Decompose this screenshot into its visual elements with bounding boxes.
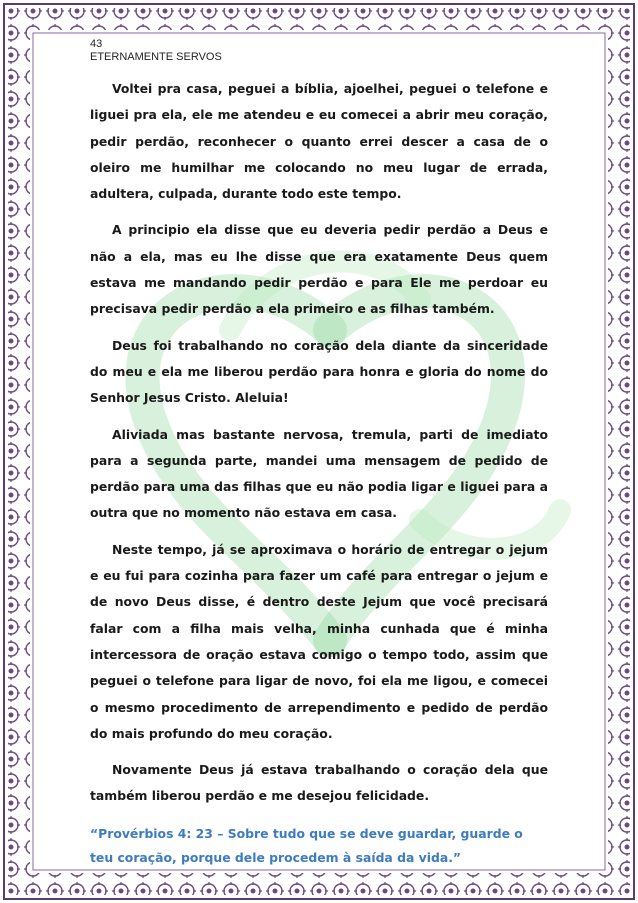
scripture-quote: “Provérbios 4: 23 – Sobre tudo que se deve guardar, guarde o teu coração, porque dele procedem à saída da vida.” [90,826,523,865]
page-header [90,38,222,64]
paragraph: Voltei pra casa, peguei a bíblia, ajoelhei, peguei o telefone e liguei pra ela, ele me atendeu e eu comecei a abrir meu coração, pedir perdão, reconhecer o quanto errei descer a casa de o oleiro me humilhar me colocando no meu lugar de errada, adultera, culpada, durante todo este tempo. [90,81,548,202]
body-text [90,76,548,820]
paragraph: Novamente Deus já estava trabalhando o coração dela que também liberou perdão e me desejou felicidade. [90,762,548,804]
paragraph: Neste tempo, já se aproximava o horário de entregar o jejum e eu fui para cozinha para fazer um café para entregar o jejum e de novo Deus disse, é dentro deste Jejum que você precisará falar com a filha mais velha, minha cunhada que é minha intercessora de oração estava comigo o tempo todo, assim que peguei o telefone para ligar de novo, foi ela me ligou, e comecei o mesmo procedimento de arrependimento e pedido de perdão do mais profundo do meu coração. [90,541,548,741]
paragraph: A principio ela disse que eu deveria pedir perdão a Deus e não a ela, mas eu lhe disse que era exatamente Deus quem estava me mandando pedir perdão e para Ele me perdoar eu precisava pedir perdão a ela primeiro e as filhas também. [90,222,548,317]
paragraph: Deus foi trabalhando no coração dela diante da sinceridade do meu e ela me liberou perdão para honra e gloria do nome do Senhor Jesus Cristo. Aleluia! [90,337,548,406]
page-number: 43 [90,38,103,50]
paragraph: Aliviada mas bastante nervosa, tremula, parti de imediato para a segunda parte, mandei uma mensagem de pedido de perdão para uma das filhas que eu não podia ligar e liguei para a outra que no momento não estava em casa. [90,426,548,521]
running-title: ETERNAMENTE SERVOS [90,51,222,63]
